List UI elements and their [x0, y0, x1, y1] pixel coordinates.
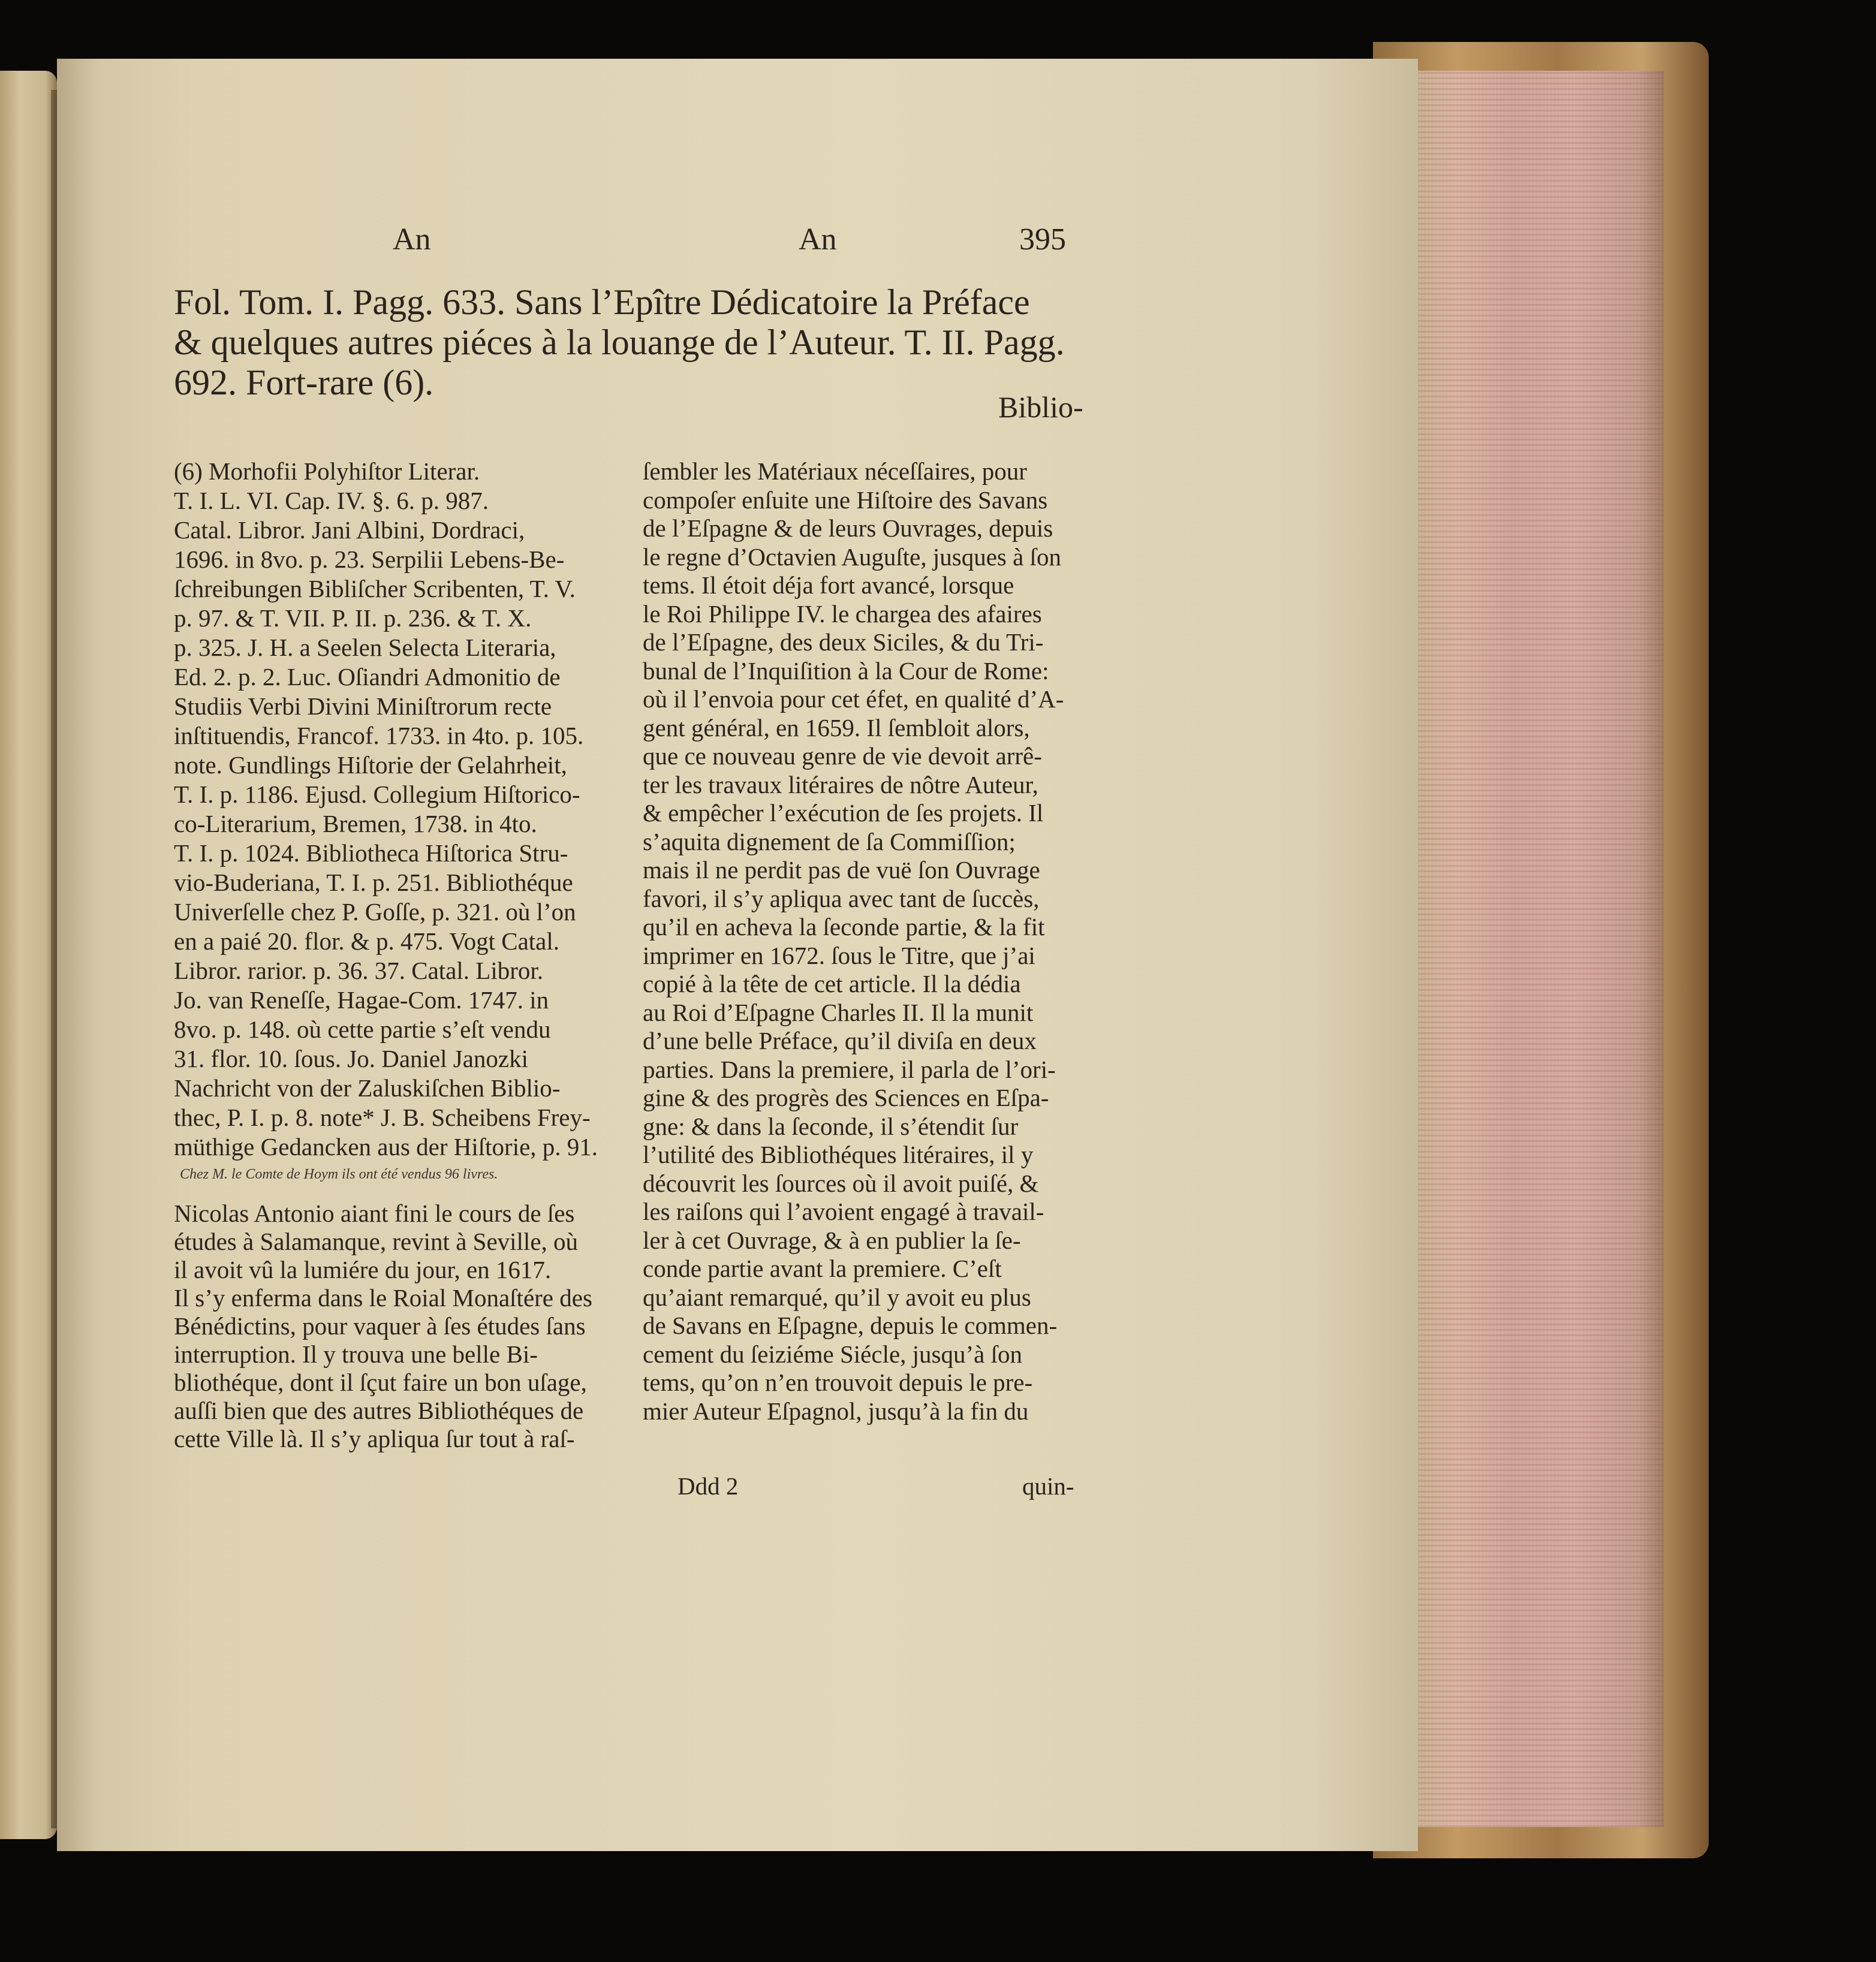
page-edges — [1412, 71, 1664, 1827]
catchword-top: Biblio- — [998, 390, 1083, 424]
right-line: les raiſons qui l’avoient engagé à travail- — [643, 1198, 1044, 1225]
right-line: ler à cet Ouvrage, & à en publier la ſe- — [643, 1226, 1021, 1254]
running-head-center: An — [799, 222, 837, 257]
right-line: l’utilité des Bibliothéques litéraires, il y — [643, 1141, 1034, 1168]
footnote-line: thec, P. I. p. 8. note* J. B. Scheibens Frey- — [174, 1104, 591, 1131]
running-head-left: An — [393, 222, 431, 257]
right-line: copié à la tête de cet article. Il la dédia — [643, 970, 1021, 997]
right-line: ter les travaux litéraires de nôtre Auteur, — [643, 770, 1038, 798]
footnote-line: Jo. van Reneſſe, Hagae-Com. 1747. in — [174, 986, 549, 1014]
right-line: conde partie avant la premiere. C’eſt — [643, 1255, 1002, 1282]
footnote-line: Ed. 2. p. 2. Luc. Oſiandri Admonitio de — [174, 663, 561, 691]
footnote-line: Studiis Verbi Divini Miniſtrorum recte — [174, 692, 552, 720]
right-line: de Savans en Eſpagne, depuis le commen- — [643, 1312, 1058, 1339]
main-line: auſſi bien que des autres Bibliothéques de — [174, 1397, 584, 1424]
footnote-line: T. I. p. 1024. Bibliotheca Hiſtorica Stru- — [174, 839, 568, 867]
footnote-line: T. I. p. 1186. Ejusd. Collegium Hiſtorico- — [174, 780, 580, 808]
right-line: d’une belle Préface, qu’il diviſa en deux — [643, 1027, 1037, 1054]
top-line: & quelques autres piéces à la louange de l’Auteur. T. II. Pagg. — [174, 323, 1065, 362]
right-line: gine & des progrès des Sciences en Eſpa- — [643, 1084, 1049, 1111]
right-line: que ce nouveau genre de vie devoit arrê- — [643, 742, 1042, 770]
main-line: bliothéque, dont il ſçut faire un bon uſage, — [174, 1369, 587, 1396]
main-line: interruption. Il y trouva une belle Bi- — [174, 1340, 538, 1368]
footnote-line: (6) Morhofii Polyhiſtor Literar. — [174, 457, 480, 485]
main-line: Il s’y enferma dans le Roial Monaſtére des — [174, 1284, 592, 1312]
right-line: tems. Il étoit déja fort avancé, lorsque — [643, 571, 1014, 599]
right-line: cement du ſeiziéme Siécle, jusqu’à ſon — [643, 1340, 1022, 1368]
catchword-bottom: quin- — [1022, 1472, 1074, 1500]
footnote-line: 1696. in 8vo. p. 23. Serpilii Lebens-Be- — [174, 545, 565, 573]
top-line: Fol. Tom. I. Pagg. 633. Sans l’Epître Dédicatoire la Préface — [174, 282, 1030, 322]
footnote-line: p. 97. & T. VII. P. II. p. 236. & T. X. — [174, 604, 532, 632]
right-line: où il l’envoia pour cet éfet, en qualité d’A- — [643, 685, 1064, 713]
footnote-line: müthige Gedancken aus der Hiſtorie, p. 91. — [174, 1133, 598, 1161]
right-line: bunal de l’Inquiſition à la Cour de Rome: — [643, 656, 1049, 685]
right-line: ſembler les Matériaux néceſſaires, pour — [643, 457, 1027, 485]
right-line: au Roi d’Eſpagne Charles II. Il la munit — [643, 998, 1034, 1026]
right-line: & empêcher l’exécution de ſes projets. Il — [643, 799, 1044, 827]
footnote-line: T. I. L. VI. Cap. IV. §. 6. p. 987. — [174, 487, 489, 514]
right-line: de l’Eſpagne & de leurs Ouvrages, depuis — [643, 514, 1053, 542]
main-line: Bénédictins, pour vaquer à ſes études ſans — [174, 1312, 586, 1340]
footnote-line: 8vo. p. 148. où cette partie s’eſt vendu — [174, 1015, 551, 1043]
footnote-line: vio-Buderiana, T. I. p. 251. Bibliothéque — [174, 869, 573, 896]
right-line: gne: & dans la ſeconde, il s’étendit ſur — [643, 1112, 1019, 1140]
right-line: parties. Dans la premiere, il parla de l’ori- — [643, 1055, 1056, 1083]
right-line: de l’Eſpagne, des deux Siciles, & du Tri- — [643, 628, 1044, 656]
facing-page-edge — [0, 71, 57, 1839]
main-line: études à Salamanque, revint à Seville, où — [174, 1228, 579, 1255]
right-line: qu’il en acheva la ſeconde partie, & la fit — [643, 913, 1045, 941]
right-line: le regne d’Octavien Auguſte, jusques à ſon — [643, 543, 1061, 571]
right-line: favori, il s’y apliqua avec tant de ſuccès, — [643, 884, 1040, 912]
footnote-line: co-Literarium, Bremen, 1738. in 4to. — [174, 810, 537, 837]
page-number: 395 — [1019, 222, 1066, 257]
footnote-line: p. 325. J. H. a Seelen Selecta Literaria, — [174, 634, 556, 661]
top-line: 692. Fort-rare (6). — [174, 363, 434, 402]
main-line: cette Ville là. Il s’y apliqua ſur tout à raſ- — [174, 1425, 575, 1452]
signature-mark: Ddd 2 — [677, 1472, 739, 1500]
right-line: découvrit les ſources où il avoit puiſé, & — [643, 1169, 1039, 1197]
right-line: compoſer enſuite une Hiſtoire des Savans — [643, 486, 1048, 514]
footnote-line: en a paié 20. flor. & p. 475. Vogt Catal. — [174, 927, 560, 955]
main-line: il avoit vû la lumiére du jour, en 1617. — [174, 1256, 552, 1283]
footnote-line: Libror. rarior. p. 36. 37. Catal. Libror. — [174, 957, 544, 984]
footnote-line: Nachricht von der Zaluskiſchen Biblio- — [174, 1074, 561, 1102]
right-line: qu’aiant remarqué, qu’il y avoit eu plus — [643, 1283, 1031, 1311]
footnote-line: ſchreibungen Bibliſcher Scribenten, T. V. — [174, 575, 576, 602]
handwritten-note: Chez M. le Comte de Hoym ils ont été vendus 96 livres. — [180, 1167, 498, 1182]
footnote-line: note. Gundlings Hiſtorie der Gelahrheit, — [174, 751, 567, 779]
right-line: mier Auteur Eſpagnol, jusqu’à la fin du — [643, 1397, 1029, 1425]
main-line: Nicolas Antonio aiant fini le cours de ſes — [174, 1199, 575, 1227]
right-line: s’aquita dignement de ſa Commiſſion; — [643, 827, 1016, 855]
right-line: mais il ne perdit pas de vuë ſon Ouvrage — [643, 856, 1040, 884]
right-line: le Roi Philippe IV. le chargea des afaires — [643, 599, 1042, 628]
right-line: tems, qu’on n’en trouvoit depuis le pre- — [643, 1369, 1033, 1396]
footnote-line: inſtituendis, Francof. 1733. in 4to. p. 105. — [174, 722, 584, 749]
footnote-line: Catal. Libror. Jani Albini, Dordraci, — [174, 516, 525, 544]
footnote-line: Univerſelle chez P. Goſſe, p. 321. où l’on — [174, 898, 576, 926]
footnote-line: 31. flor. 10. ſous. Jo. Daniel Janozki — [174, 1045, 529, 1072]
right-line: gent général, en 1659. Il ſembloit alors, — [643, 713, 1030, 742]
right-line: imprimer en 1672. ſous le Titre, que j’ai — [643, 941, 1035, 969]
